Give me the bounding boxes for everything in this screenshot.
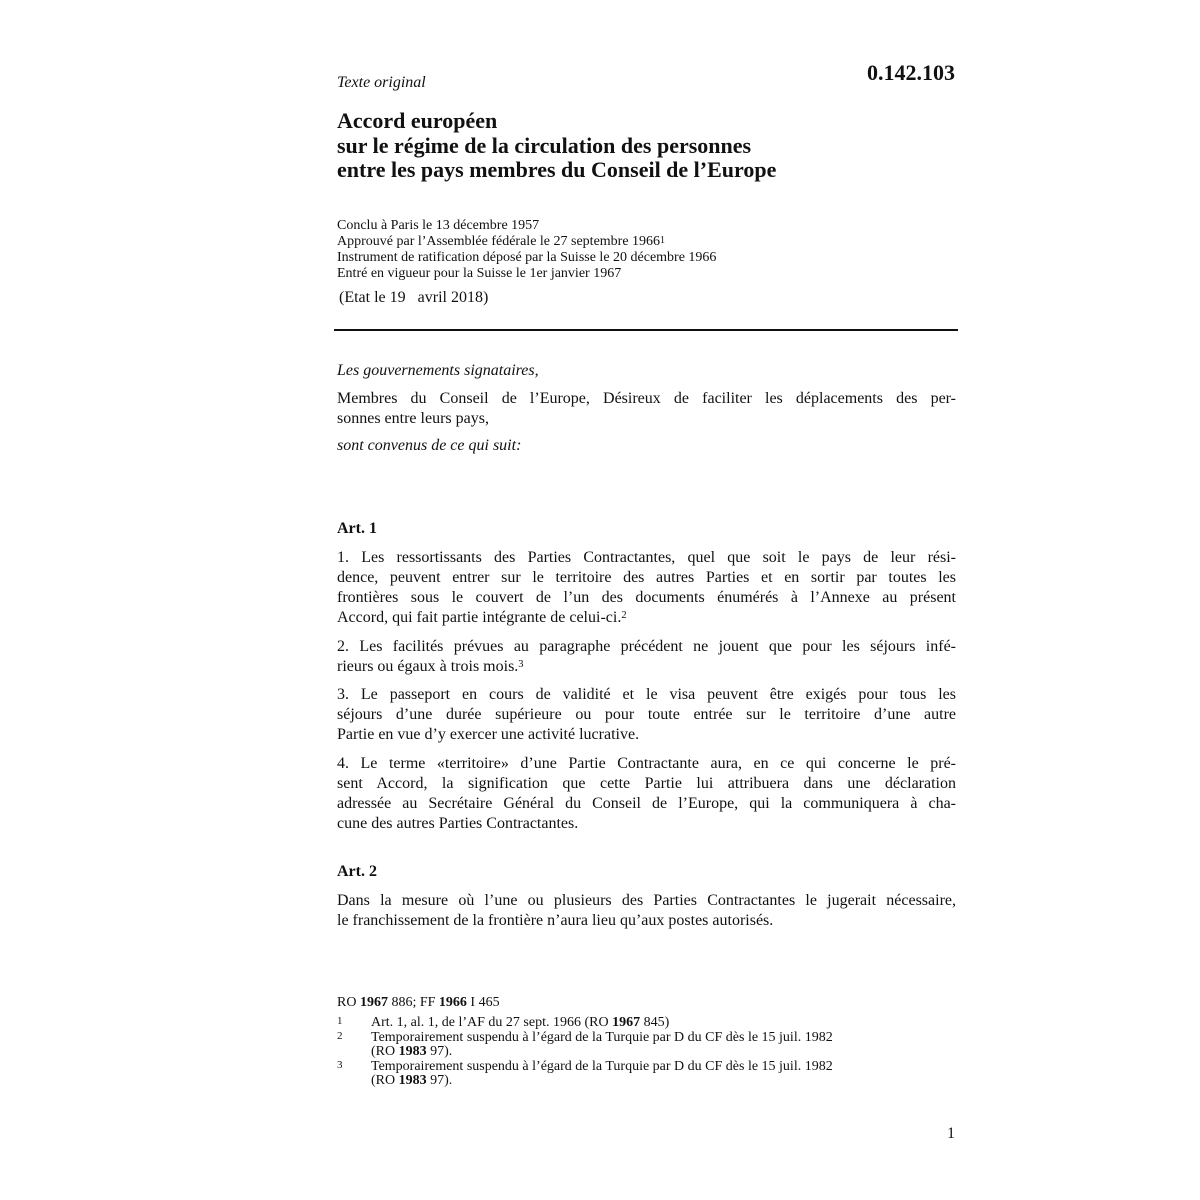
footnote-text-part: (RO — [371, 1073, 399, 1088]
text-line: sent Accord, la signification que cette Partie lui attribuera dans une déclaration — [337, 775, 956, 792]
text-line: 3. Le passeport en cours de validité et le visa peuvent être exigés pour tous les — [337, 686, 956, 703]
preamble-signatories: Les gouvernements signataires, — [337, 362, 539, 379]
article-1-paragraph-2 — [337, 637, 956, 677]
footnote-1 — [337, 1016, 937, 1031]
article-1-paragraph-1 — [337, 548, 956, 628]
footnote-ref-1[interactable]: 1 — [660, 235, 666, 246]
text-line-with-note — [337, 657, 956, 677]
title-line-3: entre les pays membres du Conseil de l’Europe — [337, 157, 777, 182]
text-line: frontières sous le couvert de l’un des documents énumérés à l’Annexe au présent — [337, 589, 956, 606]
footnote-3 — [337, 1060, 937, 1089]
text-line: le franchissement de la frontière n’aura lieu qu’aux postes autorisés. — [337, 912, 774, 929]
preamble-members-line-2: sonnes entre leurs pays, — [337, 410, 489, 427]
article-2-heading: Art. 2 — [337, 863, 377, 880]
ref-ro-rest: 886; FF — [387, 995, 439, 1010]
preamble-members — [337, 389, 956, 429]
footnote-number: 3 — [337, 1058, 343, 1071]
text-line: Accord, qui fait partie intégrante de celui-ci. — [337, 609, 622, 626]
text-line: dence, peuvent entrer sur le territoire des autres Parties et en sortir par toutes les — [337, 569, 956, 586]
ref-ro-year: 1967 — [359, 995, 388, 1010]
text-line: 4. Le terme «territoire» d’une Partie Contractante aura, en ce qui concerne le pré- — [337, 755, 956, 772]
footnote-text-line-1: Temporairement suspendu à l’égard de la Turquie par D du CF dès le 15 juil. 1982 — [371, 1029, 833, 1045]
article-1-paragraph-3 — [337, 685, 956, 745]
text-line: Dans la mesure où l’une ou plusieurs des Parties Contractantes le jugerait nécessaire, — [337, 892, 956, 909]
footnote-text — [371, 1016, 937, 1031]
footnote-text-part: (RO — [371, 1044, 399, 1059]
original-text-label: Texte original — [337, 74, 426, 91]
ref-ro-prefix: RO — [337, 995, 360, 1010]
article-1-heading: Art. 1 — [337, 520, 377, 537]
ratification-line: Instrument de ratification déposé par la Suisse le 20 décembre 1966 — [337, 250, 717, 265]
entry-into-force-line: Entré en vigueur pour la Suisse le 1er janvier 1967 — [337, 266, 622, 281]
official-reference — [337, 995, 500, 1011]
footnote-2 — [337, 1031, 937, 1060]
footnote-text-line-2 — [371, 1045, 937, 1060]
footnote-text-line-2 — [371, 1074, 937, 1089]
footnote-text-line-1: Temporairement suspendu à l’égard de la Turquie par D du CF dès le 15 juil. 1982 — [371, 1058, 833, 1074]
document-metadata — [337, 218, 957, 282]
text-line: adressée au Secrétaire Général du Conseil de l’Europe, qui la communiquera à cha- — [337, 795, 956, 812]
text-line: Partie en vue d’y exercer une activité lucrative. — [337, 726, 640, 743]
text-line: cune des autres Parties Contractantes. — [337, 815, 579, 832]
state-date: (Etat le 19 avril 2018) — [339, 289, 489, 306]
text-line: 2. Les facilités prévues au paragraphe précédent ne jouent que pour les séjours infé- — [337, 638, 956, 655]
approval-line — [337, 234, 957, 250]
footnote-bold-year: 1967 — [612, 1015, 641, 1030]
preamble-members-line-1: Membres du Conseil de l’Europe, Désireux de faciliter les déplacements des per- — [337, 390, 956, 407]
text-line: séjours d’une durée supérieure ou pour toute entrée sur le territoire d’une autre — [337, 706, 956, 723]
sr-number: 0.142.103 — [867, 60, 955, 85]
text-line: 1. Les ressortissants des Parties Contractantes, quel que soit le pays de leur rési- — [337, 549, 956, 566]
footnote-text-part: 97). — [426, 1044, 453, 1059]
header-divider — [334, 329, 958, 331]
ref-ff-rest: I 465 — [466, 995, 500, 1010]
footnote-text-part: 845) — [640, 1015, 670, 1030]
article-2-paragraph-1 — [337, 891, 956, 931]
document-title — [337, 109, 957, 183]
footnote-number: 1 — [337, 1015, 343, 1027]
ref-ff-year: 1966 — [438, 995, 467, 1010]
title-line-1: Accord européen — [337, 108, 498, 133]
text-line-with-note — [337, 608, 956, 628]
article-1-paragraph-4 — [337, 754, 956, 834]
title-line-2: sur le régime de la circulation des personnes — [337, 132, 752, 158]
footnote-ref-3[interactable]: 3 — [518, 659, 524, 670]
footnote-bold-year: 1983 — [398, 1073, 427, 1088]
concluded-date: Conclu à Paris le 13 décembre 1957 — [337, 218, 540, 233]
footnote-text-part: Art. 1, al. 1, de l’AF du 27 sept. 1966 (RO — [371, 1015, 613, 1030]
footnotes — [337, 1016, 937, 1089]
text-line: rieurs ou égaux à trois mois. — [337, 658, 519, 675]
preamble-agreed: sont convenus de ce qui suit: — [337, 437, 522, 454]
footnote-text-part: 97). — [426, 1073, 453, 1088]
footnote-ref-2[interactable]: 2 — [621, 610, 627, 621]
footnote-bold-year: 1983 — [398, 1044, 427, 1059]
footnote-number: 2 — [337, 1029, 343, 1042]
page-number: 1 — [947, 1125, 955, 1142]
approval-text: Approuvé par l’Assemblée fédérale le 27 septembre 1966 — [337, 234, 661, 249]
